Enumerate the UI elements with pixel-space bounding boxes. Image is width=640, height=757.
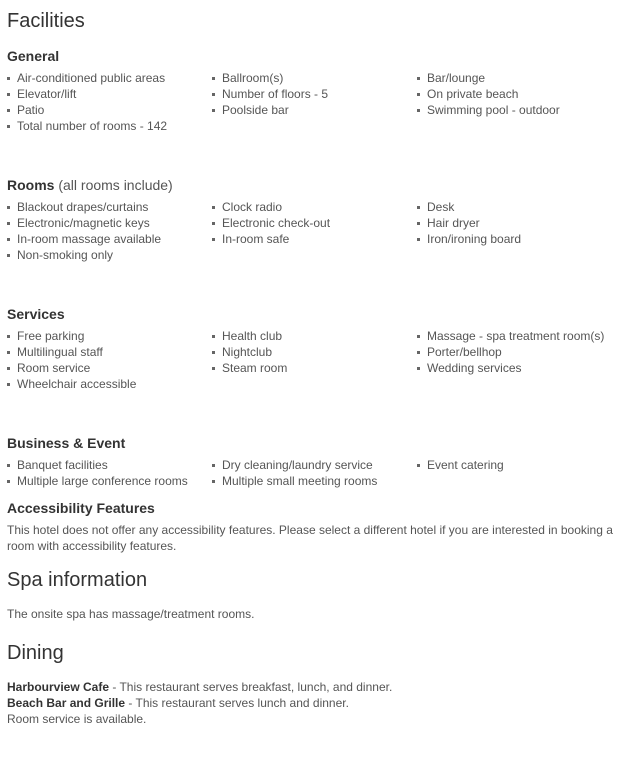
rooms-list — [7, 199, 633, 263]
dining-item-desc: - This restaurant serves breakfast, lunch, and dinner. — [109, 680, 393, 694]
general-col-1 — [7, 70, 212, 134]
list-item: Clock radio — [212, 199, 417, 215]
dining-item-desc: - This restaurant serves lunch and dinner. — [125, 696, 349, 710]
list-item: Total number of rooms - 142 — [7, 118, 212, 134]
list-item: On private beach — [417, 86, 622, 102]
list-item: Non-smoking only — [7, 247, 212, 263]
list-item: In-room massage available — [7, 231, 212, 247]
services-col-3 — [417, 328, 622, 392]
accessibility-title: Accessibility Features — [7, 500, 155, 516]
list-item: Hair dryer — [417, 215, 622, 231]
general-col-2 — [212, 70, 417, 134]
list-item: Health club — [212, 328, 417, 344]
accessibility-text: This hotel does not offer any accessibility features. Please select a different hotel if you are interested in booking a room with accessibility features. — [7, 523, 613, 553]
business-title: Business & Event — [7, 435, 126, 451]
list-item: Event catering — [417, 457, 622, 473]
list-item: Nightclub — [212, 344, 417, 360]
list-item: Multiple large conference rooms — [7, 473, 212, 489]
list-item: Dry cleaning/laundry service — [212, 457, 417, 473]
dining-item-name: Beach Bar and Grille — [7, 696, 126, 710]
list-item: Multilingual staff — [7, 344, 212, 360]
list-item: Steam room — [212, 360, 417, 376]
room-service-text: Room service is available. — [7, 712, 147, 726]
list-item: Wedding services — [417, 360, 622, 376]
rooms-note: (all rooms include) — [58, 177, 173, 193]
rooms-col-3 — [417, 199, 622, 263]
list-item: Bar/lounge — [417, 70, 622, 86]
dining-item — [7, 679, 633, 695]
list-item: Electronic check-out — [212, 215, 417, 231]
list-item: Electronic/magnetic keys — [7, 215, 212, 231]
business-list — [7, 457, 633, 489]
list-item: Iron/ironing board — [417, 231, 622, 247]
rooms-col-1 — [7, 199, 212, 263]
services-section — [7, 304, 633, 392]
rooms-title-text: Rooms — [7, 177, 55, 193]
general-title: General — [7, 48, 60, 64]
list-item: Banquet facilities — [7, 457, 212, 473]
list-item: Number of floors - 5 — [212, 86, 417, 102]
services-col-1 — [7, 328, 212, 392]
business-col-2 — [212, 457, 417, 489]
dining-section — [7, 637, 633, 727]
business-section — [7, 433, 633, 489]
list-item: Air-conditioned public areas — [7, 70, 212, 86]
rooms-section — [7, 175, 633, 263]
accessibility-section — [7, 498, 633, 554]
business-col-3 — [417, 457, 622, 489]
dining-item — [7, 695, 633, 711]
general-list — [7, 70, 633, 134]
general-col-3 — [417, 70, 622, 134]
list-item: Elevator/lift — [7, 86, 212, 102]
business-col-1 — [7, 457, 212, 489]
spa-title: Spa information — [7, 569, 148, 591]
dining-item-name: Harbourview Cafe — [7, 680, 110, 694]
spa-section — [7, 564, 633, 622]
list-item: In-room safe — [212, 231, 417, 247]
services-list — [7, 328, 633, 392]
list-item: Multiple small meeting rooms — [212, 473, 417, 489]
list-item: Ballroom(s) — [212, 70, 417, 86]
list-item: Free parking — [7, 328, 212, 344]
services-title: Services — [7, 306, 65, 322]
list-item: Massage - spa treatment room(s) — [417, 328, 622, 344]
services-col-2 — [212, 328, 417, 392]
list-item: Blackout drapes/curtains — [7, 199, 212, 215]
list-item: Wheelchair accessible — [7, 376, 212, 392]
rooms-col-2 — [212, 199, 417, 263]
list-item: Poolside bar — [212, 102, 417, 118]
general-section — [7, 46, 633, 134]
facilities-title: Facilities — [7, 10, 85, 32]
dining-title: Dining — [7, 642, 64, 664]
list-item: Porter/bellhop — [417, 344, 622, 360]
list-item: Patio — [7, 102, 212, 118]
list-item: Desk — [417, 199, 622, 215]
rooms-title — [7, 175, 633, 195]
list-item: Swimming pool - outdoor — [417, 102, 622, 118]
facilities-page — [0, 5, 640, 727]
list-item: Room service — [7, 360, 212, 376]
spa-text: The onsite spa has massage/treatment rooms. — [7, 607, 255, 621]
